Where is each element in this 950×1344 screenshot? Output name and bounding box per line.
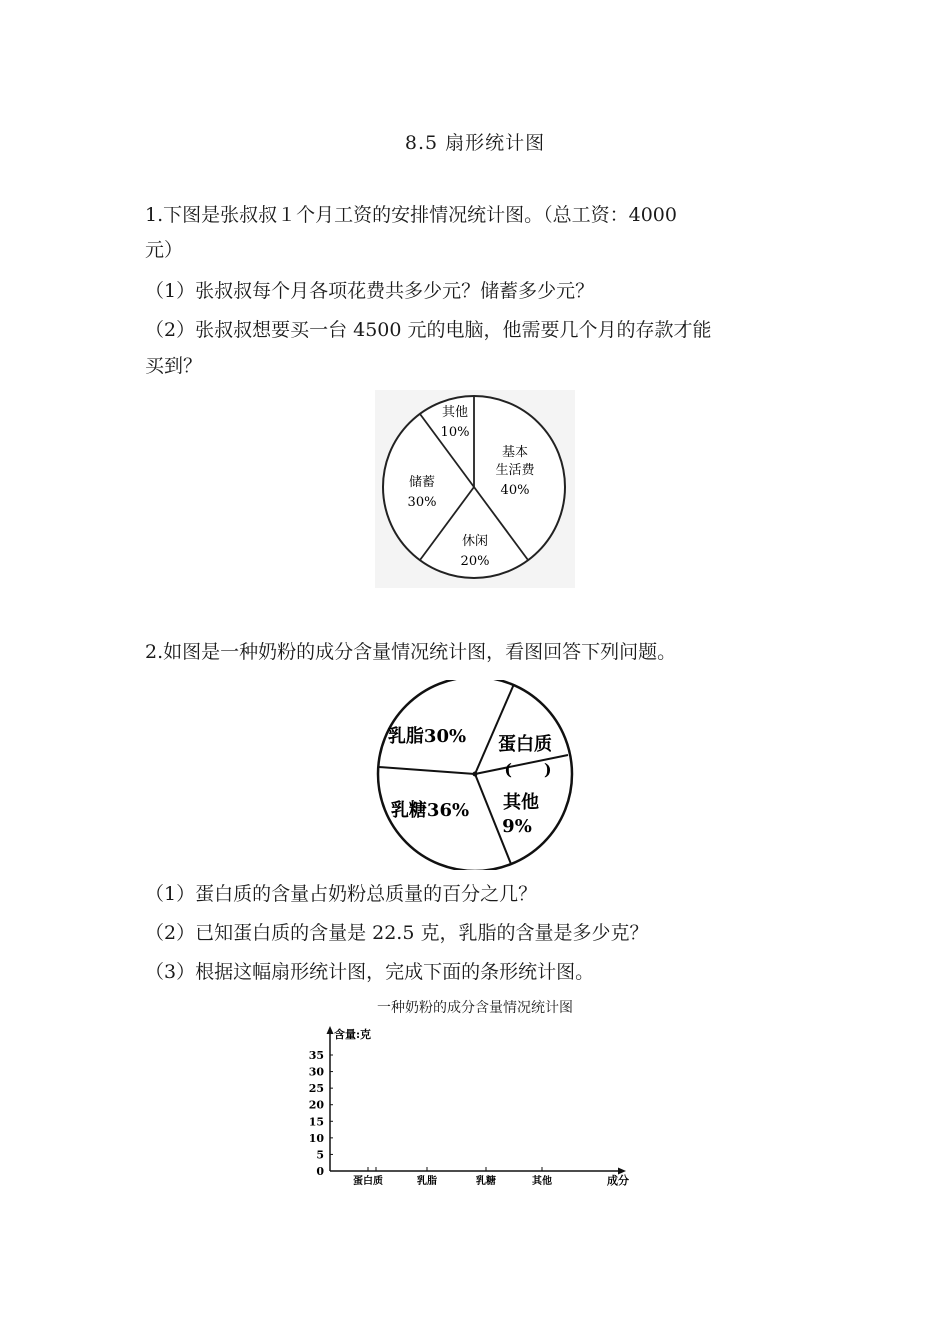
milk-powder-pie-chart [370, 680, 600, 870]
pie2-label-milkfat: 乳脂30% [387, 726, 467, 747]
pie2-label-other: 其他 [503, 792, 539, 813]
q1-sub2-line2: 买到？ [145, 355, 203, 377]
y-tick-label: 35 [308, 1049, 324, 1062]
salary-pie-chart [375, 390, 575, 588]
x-category-label: 乳脂 [417, 1176, 437, 1187]
q2-sub3: （3）根据这幅扇形统计图，完成下面的条形统计图。 [145, 961, 595, 983]
pie1-pct-living: 40% [500, 483, 530, 498]
pie1-pct-leisure: 20% [460, 554, 490, 569]
milk-powder-bar-chart [300, 1020, 635, 1190]
y-tick-label: 20 [308, 1098, 324, 1112]
y-axis-label: 含量:克 [334, 1028, 372, 1041]
q1-sub2-line1: （2）张叔叔想要买一台 4500 元的电脑，他需要几个月的存款才能 [145, 319, 712, 341]
x-category-label: 乳糖 [476, 1176, 496, 1187]
x-axis-label: 成分 [607, 1174, 629, 1187]
y-tick-label: 30 [308, 1065, 324, 1079]
y-tick-label: 10 [308, 1131, 324, 1145]
bar-chart-title: 一种奶粉的成分含量情况统计图 [377, 1001, 573, 1016]
q2-sub1: （1）蛋白质的含量占奶粉总质量的百分之几？ [145, 883, 538, 905]
pie2-label-lactose: 乳糖36% [390, 800, 470, 821]
pie1-pct-other: 10% [440, 425, 470, 440]
q1-text-line2: 元） [145, 239, 184, 261]
pie1-label-leisure: 休闲 [461, 534, 489, 549]
pie1-pct-savings: 30% [407, 495, 437, 510]
q1-sub1: （1）张叔叔每个月各项花费共多少元？储蓄多少元？ [145, 280, 595, 302]
pie1-label-other: 其他 [441, 405, 469, 420]
q1-text-line1: 1.下图是张叔叔１个月工资的安排情况统计图。（总工资：4000 [145, 204, 677, 226]
x-category-label: 其他 [532, 1176, 552, 1187]
pie2-label-protein: 蛋白质 [498, 734, 552, 755]
y-tick-label: 25 [308, 1082, 324, 1096]
q2-text-line1: 2.如图是一种奶粉的成分含量情况统计图，看图回答下列问题。 [145, 641, 677, 663]
y-tick-label: 0 [316, 1165, 324, 1178]
y-tick-label: 5 [316, 1148, 324, 1162]
pie1-label-living-1: 基本 [501, 445, 529, 460]
page-title: 8.5 扇形统计图 [404, 132, 546, 154]
pie2-pct-other: 9% [502, 816, 532, 837]
pie1-label-living-2: 生活费 [495, 463, 535, 478]
pie1-label-savings: 储蓄 [408, 475, 436, 490]
y-tick-label: 15 [308, 1115, 324, 1129]
pie2-protein-blank: ( ) [504, 760, 552, 779]
x-category-label: 蛋白质 [353, 1176, 383, 1187]
q2-sub2: （2）已知蛋白质的含量是 22.5 克，乳脂的含量是多少克？ [145, 922, 649, 944]
